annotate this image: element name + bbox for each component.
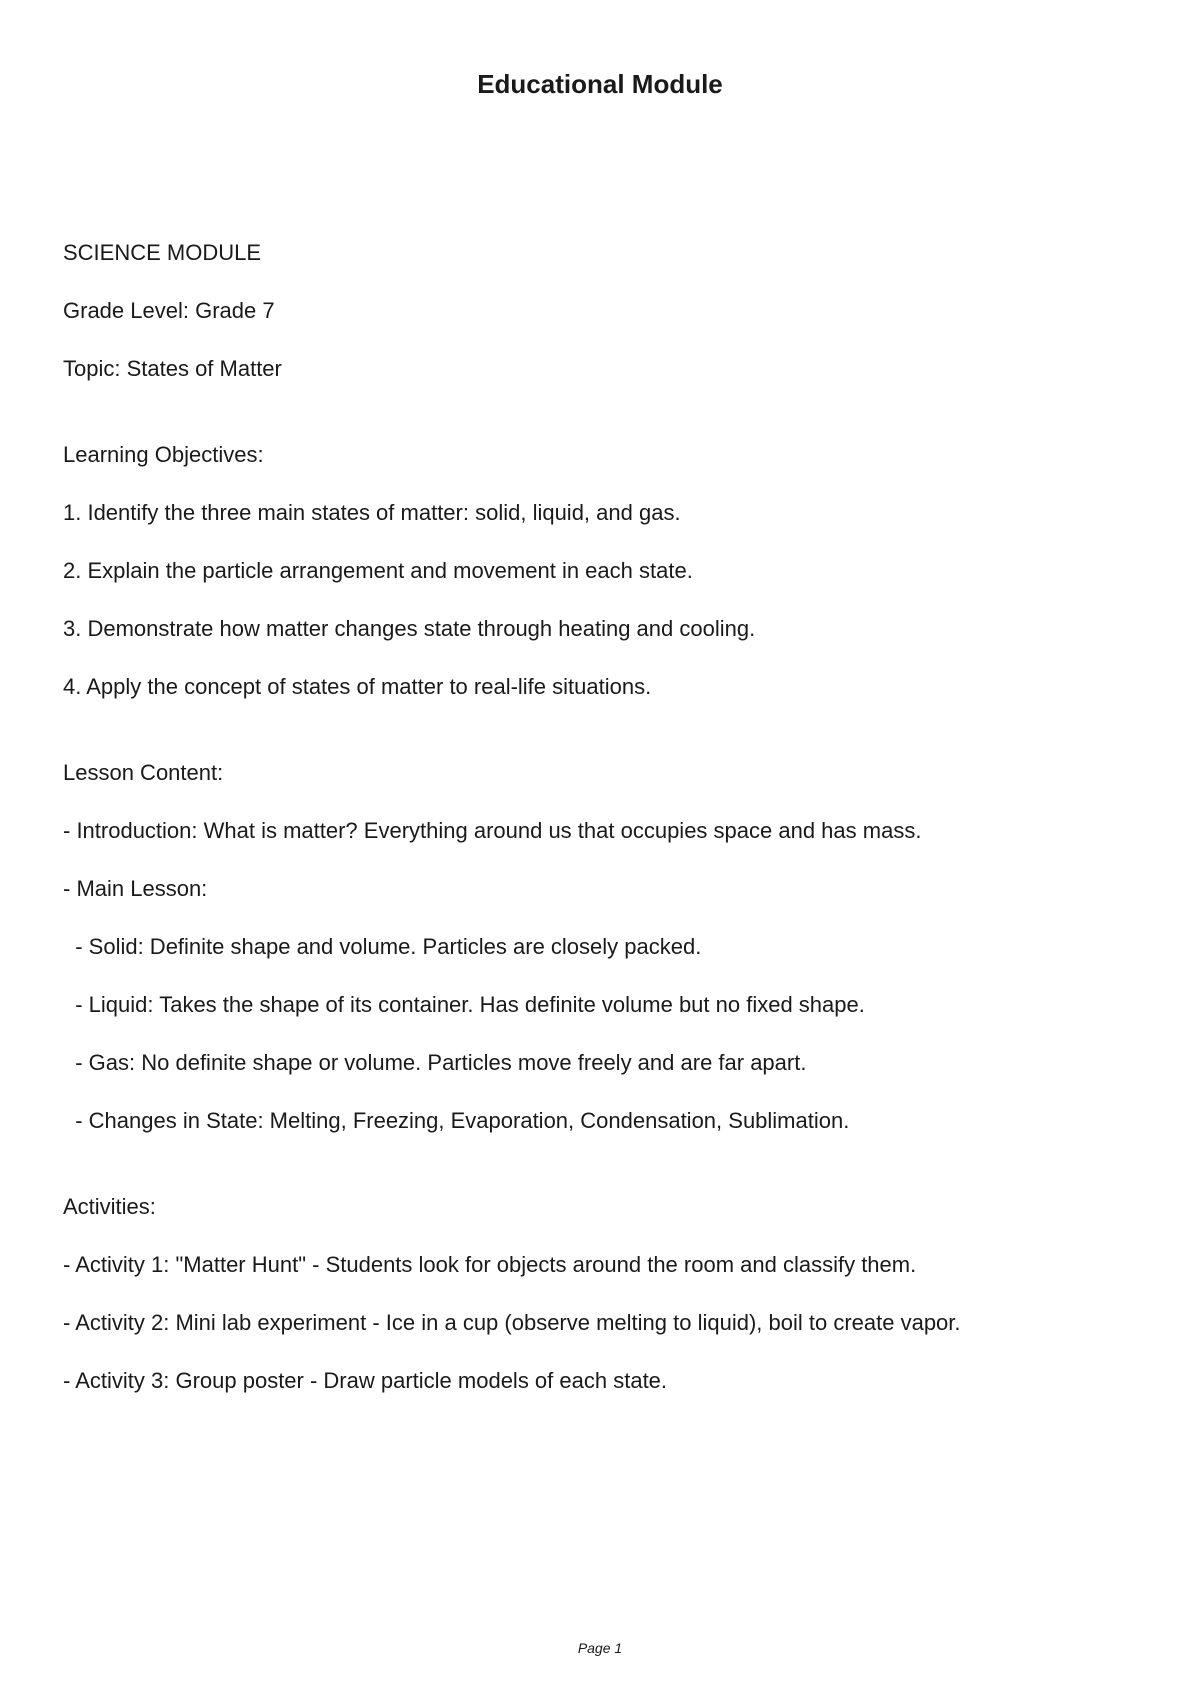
objective-item: 1. Identify the three main states of matter: solid, liquid, and gas. bbox=[63, 500, 681, 525]
lesson-item: - Main Lesson: bbox=[63, 876, 208, 901]
lesson-item: - Introduction: What is matter? Everything around us that occupies space and has mass. bbox=[63, 818, 922, 843]
document-title: Educational Module bbox=[477, 69, 723, 99]
page-number: Page 1 bbox=[577, 1640, 623, 1656]
lesson-subitem: - Changes in State: Melting, Freezing, Evaporation, Condensation, Sublimation. bbox=[63, 1108, 850, 1133]
objective-item: 3. Demonstrate how matter changes state through heating and cooling. bbox=[63, 616, 756, 641]
activity-item: - Activity 1: "Matter Hunt" - Students look for objects around the room and classify them. bbox=[63, 1252, 917, 1277]
lesson-content-heading: Lesson Content: bbox=[63, 760, 224, 785]
grade-level: Grade Level: Grade 7 bbox=[63, 298, 275, 323]
module-label: SCIENCE MODULE bbox=[63, 240, 262, 265]
document-body bbox=[63, 238, 1143, 1424]
learning-objectives-heading: Learning Objectives: bbox=[63, 442, 264, 467]
activity-item: - Activity 3: Group poster - Draw particle models of each state. bbox=[63, 1368, 668, 1393]
lesson-subitem: - Solid: Definite shape and volume. Particles are closely packed. bbox=[63, 934, 702, 959]
objective-item: 2. Explain the particle arrangement and movement in each state. bbox=[63, 558, 693, 583]
activities-heading: Activities: bbox=[63, 1194, 156, 1219]
activity-item: - Activity 2: Mini lab experiment - Ice in a cup (observe melting to liquid), boil to create vapor. bbox=[63, 1310, 961, 1335]
objective-item: 4. Apply the concept of states of matter to real-life situations. bbox=[63, 674, 652, 699]
lesson-subitem: - Gas: No definite shape or volume. Particles move freely and are far apart. bbox=[63, 1050, 807, 1075]
lesson-subitem: - Liquid: Takes the shape of its container. Has definite volume but no fixed shape. bbox=[63, 992, 865, 1017]
topic: Topic: States of Matter bbox=[63, 356, 282, 381]
